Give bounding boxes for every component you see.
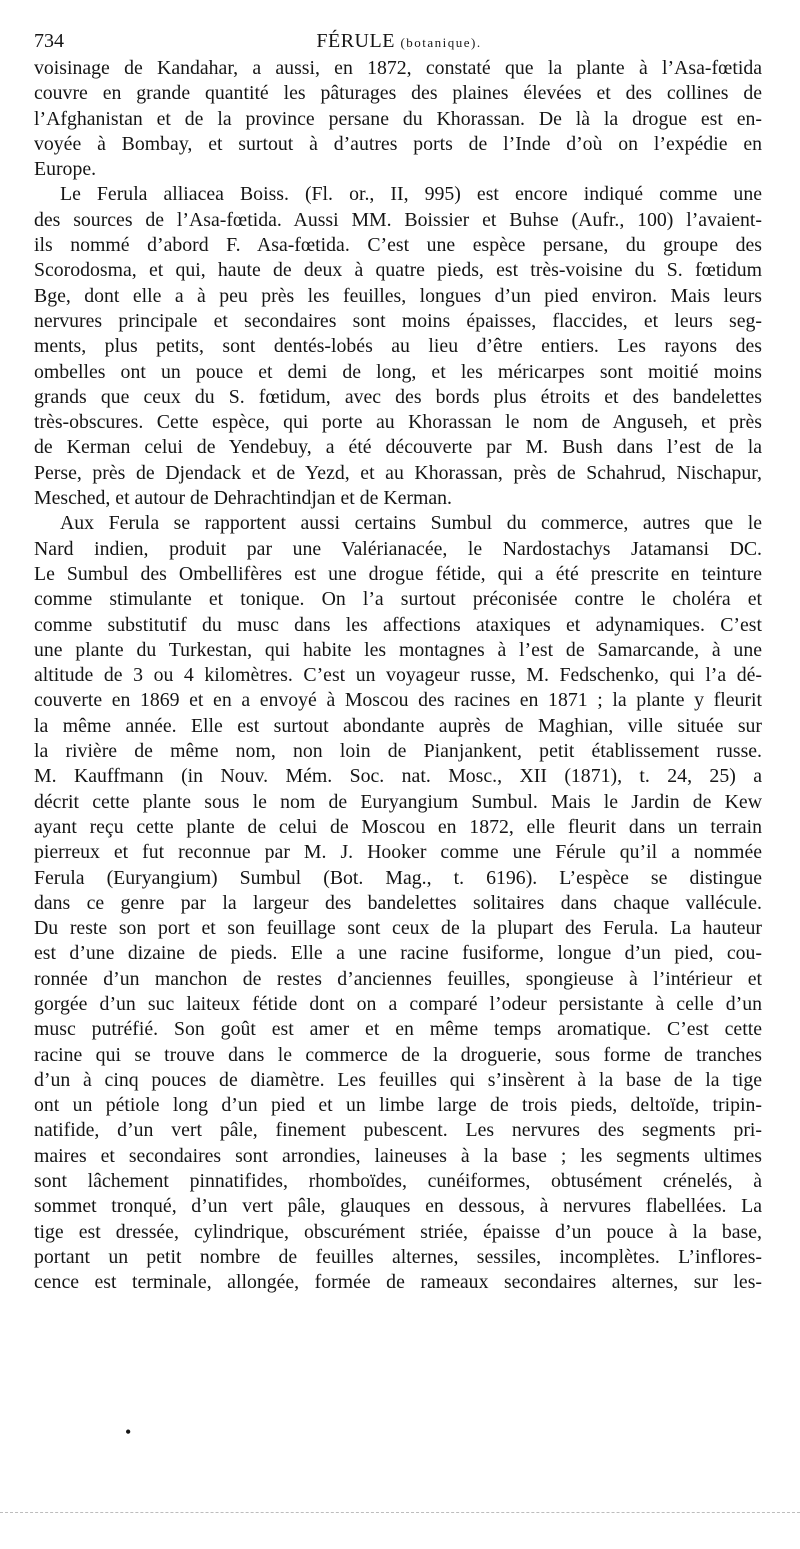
text-line: Perse, près de Djendack et de Yezd, et au Khorassan, près de Schahrud, Nischapur,	[34, 461, 762, 484]
text-line: comme stimulante et tonique. On l’a surtout préconisée contre le choléra et	[34, 588, 762, 611]
paragraph-start-line: Aux Ferula se rapportent aussi certains Sumbul du commerce, autres que le	[60, 512, 762, 535]
text-line: M. Kauffmann (in Nouv. Mém. Soc. nat. Mosc., XII (1871), t. 24, 25) a	[34, 765, 762, 788]
text-line: Scorodosma, et qui, haute de deux à quatre pieds, est très-voisine du S. fœtidum	[34, 259, 762, 282]
text-line: ils nommé d’abord F. Asa-fœtida. C’est une espèce persane, du groupe des	[34, 234, 762, 257]
text-line: voyée à Bombay, et surtout à d’autres ports de l’Inde d’où on l’expédie en	[34, 132, 762, 155]
text-line: Bge, dont elle a à peu près les feuilles, longues d’un pied environ. Mais leurs	[34, 284, 762, 307]
text-line: une plante du Turkestan, qui habite les montagnes à l’est de Samarcande, à une	[34, 638, 762, 661]
text-line: sont lâchement pinnatifides, rhomboïdes, cunéiformes, obtusément crénelés, à	[34, 1170, 762, 1193]
text-line: ayant reçu cette plante de celui de Moscou en 1872, elle fleurit dans un terrain	[34, 815, 762, 838]
text-line: portant un petit nombre de feuilles alternes, sessiles, incomplètes. L’inflores-	[34, 1245, 762, 1268]
text-line: pierreux et fut reconnue par M. J. Hooker comme une Férule qu’il a nommée	[34, 841, 762, 864]
text-line: cence est terminale, allongée, formée de rameaux secondaires alternes, sur les-	[34, 1271, 762, 1294]
text-line: ont un pétiole long d’un pied et un limbe large de trois pieds, deltoïde, tripin-	[34, 1094, 762, 1117]
running-title-main: FÉRULE	[316, 30, 395, 52]
page-number: 734	[34, 30, 64, 52]
paragraph-start-line: Le Ferula alliacea Boiss. (Fl. or., II, 995) est encore indiqué comme une	[60, 183, 762, 206]
text-line: couvre en grande quantité les pâturages des plaines élevées et des collines de	[34, 82, 762, 105]
text-line: la rivière de même nom, non loin de Pianjankent, petit établissement russe.	[34, 740, 762, 763]
text-line: des sources de l’Asa-fœtida. Aussi MM. Boissier et Buhse (Aufr., 100) l’avaient-	[34, 208, 762, 231]
text-line: Ferula (Euryangium) Sumbul (Bot. Mag., t. 6196). L’espèce se distingue	[34, 866, 762, 889]
text-line: sommet tronqué, d’un vert pâle, glauques en dessous, à nervures flabellées. La	[34, 1195, 762, 1218]
running-title	[34, 28, 764, 56]
text-line: Mesched, et autour de Dehrachtindjan et de Kerman.	[34, 487, 452, 510]
text-line: gorgée d’un suc laiteux fétide dont on a comparé l’odeur persistante à celle d’un	[34, 992, 762, 1015]
text-line: l’Afghanistan et de la province persane du Khorassan. De là la drogue est en-	[34, 107, 762, 130]
text-line: dans ce genre par la largeur des bandelettes solitaires dans chaque vallécule.	[34, 891, 762, 914]
text-line: est d’une dizaine de pieds. Elle a une racine fusiforme, longue d’un pied, cou-	[34, 942, 762, 965]
text-line: Du reste son port et son feuillage sont ceux de la plupart des Ferula. La hauteur	[34, 917, 762, 940]
text-line: ments, plus petits, sont dentés-lobés au lieu d’être entiers. Les rayons des	[34, 335, 762, 358]
text-line: la même année. Elle est surtout abondante auprès de Maghian, ville située sur	[34, 714, 762, 737]
text-line: maires et secondaires sont arrondies, laineuses à la base ; les segments ultimes	[34, 1144, 762, 1167]
body-text	[34, 56, 762, 1296]
page-bottom-rule	[0, 1512, 800, 1513]
text-line: Europe.	[34, 158, 97, 181]
text-line: altitude de 3 ou 4 kilomètres. C’est un voyageur russe, M. Fedschenko, qui l’a dé-	[34, 664, 762, 687]
text-line: Le Sumbul des Ombellifères est une drogue fétide, qui a été prescrite en teinture	[34, 562, 762, 585]
text-line: Nard indien, produit par une Valérianacée, le Nardostachys Jatamansi DC.	[34, 537, 762, 560]
text-line: racine qui se trouve dans le commerce de la droguerie, sous forme de tranches	[34, 1043, 762, 1066]
page-header	[34, 28, 764, 54]
text-line: décrit cette plante sous le nom de Euryangium Sumbul. Mais le Jardin de Kew	[34, 790, 762, 813]
text-line: très-obscures. Cette espèce, qui porte au Khorassan le nom de Anguseh, et près	[34, 411, 762, 434]
text-line: tige est dressée, cylindrique, obscurément striée, épaisse d’un pouce à la base,	[34, 1220, 762, 1243]
text-line: natifide, d’un vert pâle, finement pubescent. Les nervures des segments pri-	[34, 1119, 762, 1142]
running-title-small: (botanique).	[400, 35, 482, 50]
text-line: ombelles ont un pouce et demi de long, et les méricarpes sont moitié moins	[34, 360, 762, 383]
text-line: de Kerman celui de Yendebuy, a été découverte par M. Bush dans l’est de la	[34, 436, 762, 459]
text-line: voisinage de Kandahar, a aussi, en 1872, constaté que la plante à l’Asa-fœtida	[34, 57, 762, 79]
text-line: couverte en 1869 et en a envoyé à Moscou des racines en 1871 ; la plante y fleurit	[34, 689, 762, 712]
ink-speck: •	[125, 1422, 132, 1442]
text-line: musc putréfié. Son goût est amer et en même temps aromatique. C’est cette	[34, 1018, 762, 1041]
text-line: d’un à cinq pouces de diamètre. Les feuilles qui s’insèrent à la base de la tige	[34, 1068, 762, 1091]
text-line: grands que ceux du S. fœtidum, avec des bords plus étroits et des bandelettes	[34, 385, 762, 408]
text-line: nervures principale et secondaires sont moins épaisses, flaccides, et leurs seg-	[34, 309, 762, 332]
text-line: ronnée d’un manchon de restes d’anciennes feuilles, spongieuse à l’intérieur et	[34, 967, 762, 990]
text-line: comme substitutif du musc dans les affections ataxiques et adynamiques. C’est	[34, 613, 762, 636]
